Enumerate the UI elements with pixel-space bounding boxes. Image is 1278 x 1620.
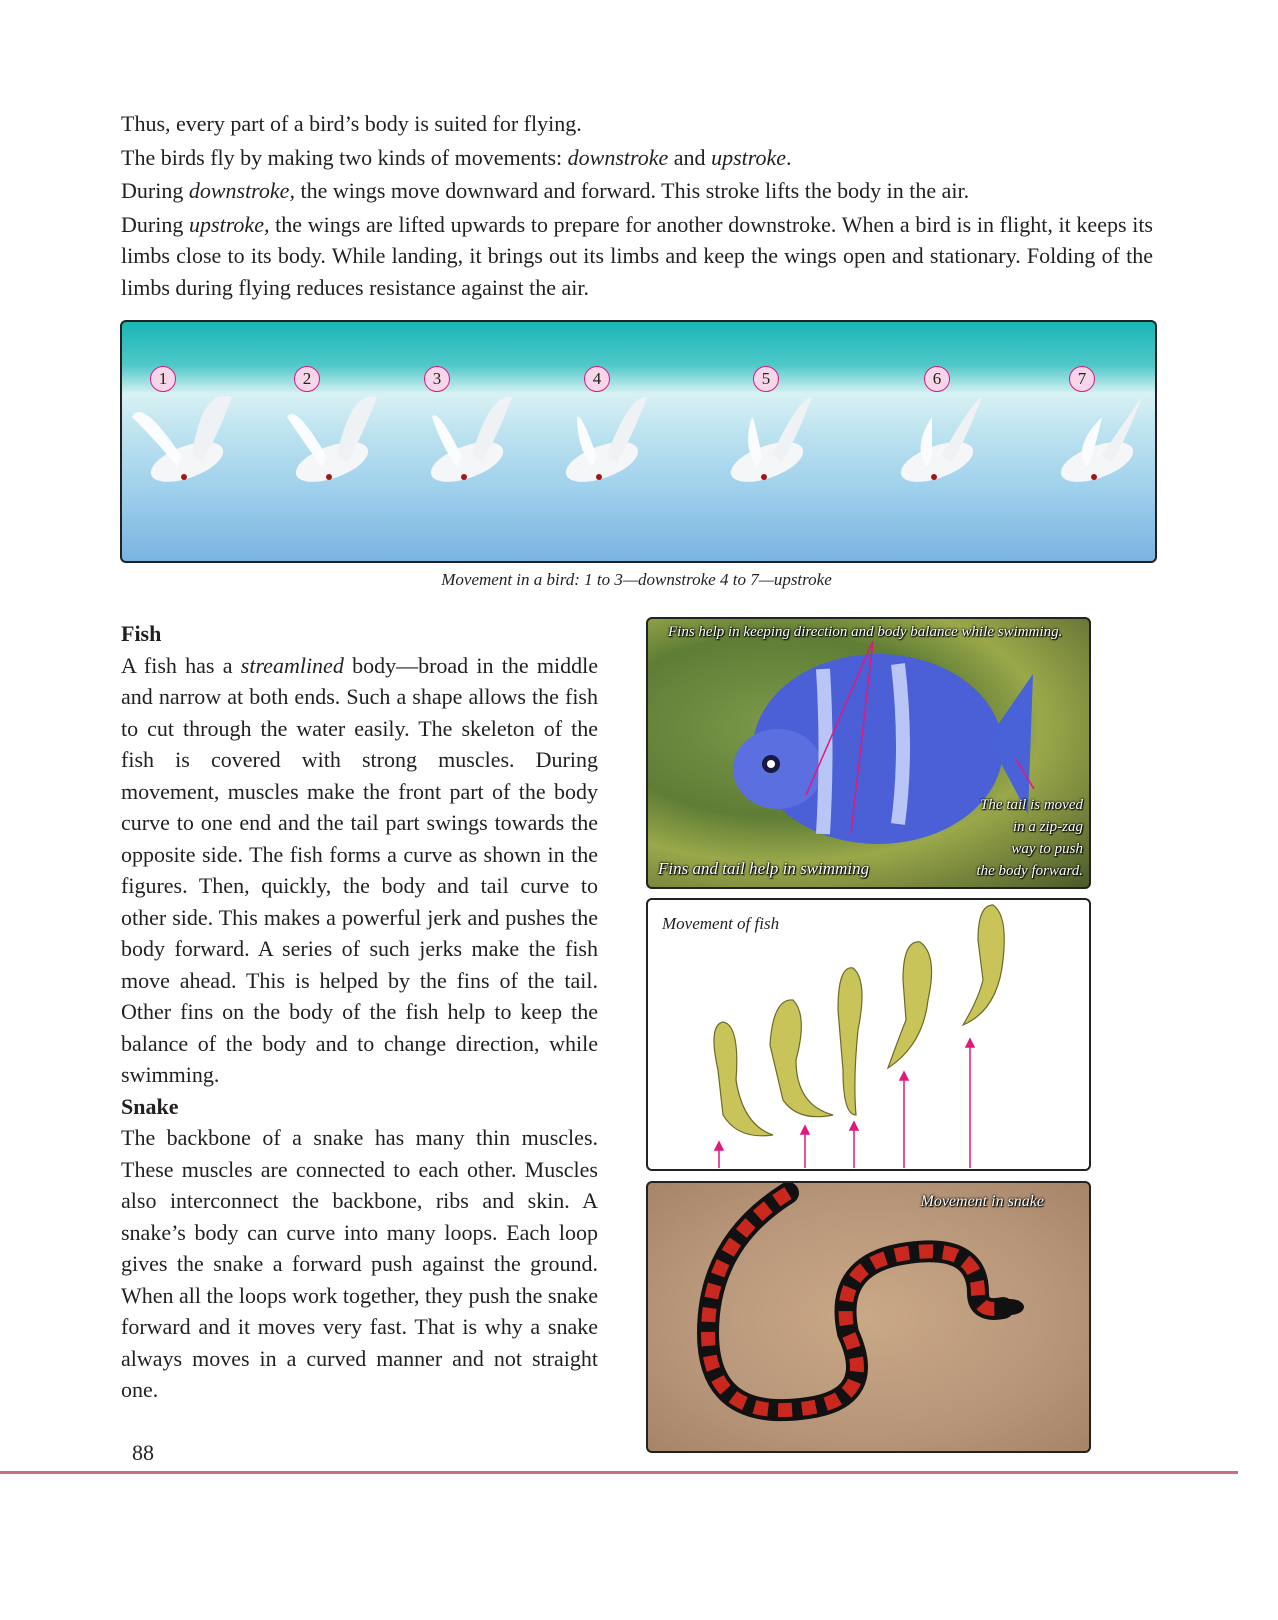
footer-rule [0, 1471, 1238, 1474]
fish-movement-title: Movement of fish [662, 914, 780, 933]
bird-step-number: 2 [294, 366, 320, 392]
bird-icon [1032, 377, 1152, 507]
bird-step-number: 1 [150, 366, 176, 392]
fish-swim-label: Fins and tail help in swimming [658, 859, 870, 878]
snake-heading: Snake [121, 1093, 179, 1119]
fish-fins-label: Fins help in keeping direction and body balance while swimming. [668, 624, 1063, 640]
intro-line-2: The birds fly by making two kinds of movements: downstroke and upstroke. [121, 144, 792, 170]
bird-figure-caption: Movement in a bird: 1 to 3—downstroke 4 to 7—upstroke [441, 570, 832, 589]
left-column [121, 618, 598, 1406]
bird-step-number: 6 [924, 366, 950, 392]
page-number: 88 [132, 1440, 154, 1465]
fish-tail-label: The tail is moved in a zip-zag way to push the body forward. [976, 797, 1083, 879]
fish-text: A fish has a streamlined body—broad in the middle and narrow at both ends. Such a shape allows the fish to cut through the water easily. The skeleton of the fish is covered with strong muscles. During movement, muscles make the front part of the body curve to one end and the tail part swings towards the opposite side. The fish forms a curve as shown in the figures. Then, quickly, the body and tail curve to other side. This makes a powerful jerk and pushes the body forward. A series of such jerks make the fish move ahead. This is helped by the fins of the tail. Other fins on the body of the fish help to keep the balance of the body and to change direction, while swimming. [121, 652, 599, 1087]
intro-line-3: During downstroke, the wings move downward and forward. This stroke lifts the body in the air. [121, 178, 970, 203]
bird-icon [702, 377, 822, 507]
fish-photo [646, 617, 1091, 889]
intro-para-4: During upstroke, the wings are lifted upwards to prepare for another downstroke. When a bird is in flight, it keeps its limbs close to its body. While landing, it brings out its limbs and keep the wings open and stationary. Folding of the limbs during flying reduces resistance against the air. [121, 211, 1153, 300]
bird-step-number: 5 [753, 366, 779, 392]
bird-step-number: 3 [424, 366, 450, 392]
bird-flight-figure [120, 320, 1157, 563]
bird-icon [267, 377, 387, 507]
snake-text: The backbone of a snake has many thin muscles. These muscles are connected to each other. Muscles also interconnect the backbone, ribs and skin. A snake’s body can curve into many loops. Each loop gives the snake a forward push against the ground. When all the loops work together, they push the snake forward and it moves very fast. That is why a snake always moves in a curved manner and not straight one. [121, 1125, 598, 1402]
fish-movement-drawing [648, 900, 1089, 1169]
bird-icon [122, 377, 242, 507]
intro-text [121, 108, 1153, 305]
bird-icon [872, 377, 992, 507]
bird-step-number: 7 [1069, 366, 1095, 392]
fish-heading: Fish [121, 621, 162, 646]
intro-line-1: Thus, every part of a bird’s body is suited for flying. [121, 111, 582, 136]
fish-movement-figure [646, 898, 1091, 1171]
snake-label: Movement in snake [920, 1193, 1044, 1210]
snake-illustration [648, 1183, 1089, 1451]
snake-photo [646, 1181, 1091, 1453]
bird-step-number: 4 [584, 366, 610, 392]
bird-icon [537, 377, 657, 507]
bird-icon [402, 377, 522, 507]
